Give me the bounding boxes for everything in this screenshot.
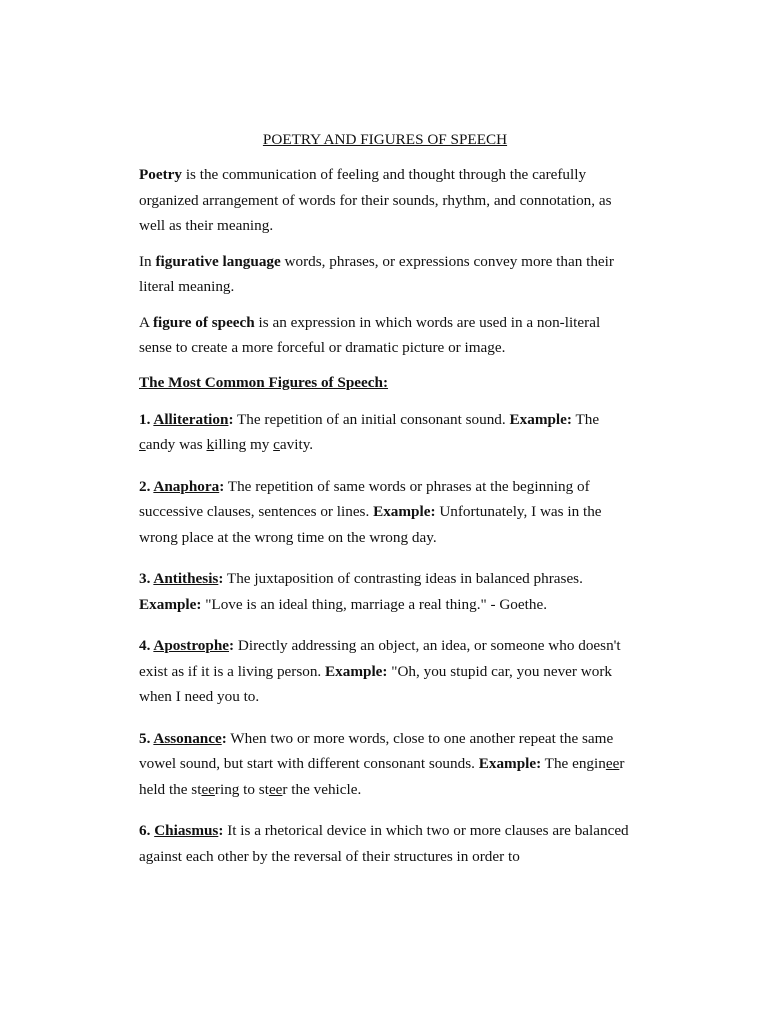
example-underlined: c — [273, 436, 280, 453]
example-text: avity. — [279, 436, 314, 453]
example-label: Example: — [478, 755, 542, 772]
document-page — [139, 130, 631, 885]
fos-prefix: A — [139, 313, 153, 331]
entry-definition: The repetition of same words or phrases at the beginning of successive clauses, sentences or lines. — [139, 477, 590, 520]
entry-term: Chiasmus — [154, 822, 219, 839]
example-text: illing my — [214, 436, 274, 453]
example-text: The engin — [541, 755, 606, 772]
entry-colon: : — [219, 477, 225, 495]
entry-number: 1. — [139, 410, 154, 428]
entry-alliteration — [139, 407, 631, 458]
entry-term: Apostrophe — [153, 637, 230, 654]
entry-term: Assonance — [153, 729, 222, 747]
example-underlined: k — [206, 436, 215, 453]
entry-definition: The juxtaposition of contrasting ideas in balanced phrases. — [223, 570, 583, 587]
example-underlined: c — [139, 436, 146, 453]
example-text: r the vehicle. — [282, 780, 362, 798]
entry-colon: : — [229, 637, 235, 654]
entry-term: Alliteration — [153, 410, 229, 428]
example-text: r held the st — [139, 755, 625, 798]
example-text: Unfortunately, I was in the wrong place at the wrong time on the wrong day. — [139, 503, 602, 546]
entry-number: 3. — [139, 570, 154, 587]
entry-apostrophe — [139, 633, 631, 710]
document-title: POETRY AND FIGURES OF SPEECH — [262, 131, 508, 148]
entry-definition: It is a rhetorical device in which two or more clauses are balanced against each other by the reversal of their structures in order to — [139, 822, 629, 865]
entry-definition: Directly addressing an object, an idea, or someone who doesn't exist as if it is a living person. — [139, 637, 621, 680]
entry-number: 5. — [139, 729, 154, 747]
example-underlined: ee — [201, 780, 215, 798]
example-text: andy was — [145, 436, 207, 453]
poetry-term: Poetry — [139, 166, 183, 183]
example-text: "Oh, you stupid car, you never work when I need you to. — [139, 662, 612, 705]
figurative-language-definition — [139, 249, 631, 300]
example-label: Example: — [509, 410, 572, 428]
example-label: Example: — [139, 595, 202, 613]
example-label: Example: — [325, 662, 388, 680]
figure-of-speech-term: figure of speech — [152, 313, 255, 331]
example-text: "Love is an ideal thing, marriage a real thing." - Goethe. — [201, 595, 547, 613]
fos-text: is an expression in which words are used in a non-literal sense to create a more forceful or dramatic picture or image. — [139, 313, 601, 356]
entry-colon: : — [218, 822, 224, 839]
poetry-definition — [139, 162, 631, 239]
entry-number: 4. — [139, 637, 154, 654]
section-subheading: The Most Common Figures of Speech: — [139, 373, 389, 391]
poetry-text: is the communication of feeling and thought through the carefully organized arrangement of words for their sounds, rhythm, and connotation, as well as their meaning. — [139, 166, 612, 234]
example-label: Example: — [373, 503, 436, 520]
figurative-language-term: figurative language — [155, 252, 281, 270]
entry-definition: The repetition of an initial consonant sound. — [233, 410, 510, 428]
entry-definition: When two or more words, close to one another repeat the same vowel sound, but start with different consonant sounds. — [139, 729, 614, 772]
entry-colon: : — [218, 570, 224, 587]
entry-colon: : — [228, 410, 234, 428]
entry-number: 6. — [139, 822, 155, 839]
example-underlined: ee — [605, 755, 620, 772]
example-underlined: ee — [268, 780, 283, 798]
fig-lang-prefix: In — [139, 252, 156, 270]
entry-term: Antithesis — [153, 570, 219, 587]
entry-chiasmus — [139, 818, 631, 869]
entry-antithesis — [139, 566, 631, 617]
example-text: The — [571, 410, 600, 428]
entry-assonance — [139, 726, 631, 803]
figure-of-speech-definition — [139, 310, 631, 361]
entry-colon: : — [221, 729, 227, 747]
entry-number: 2. — [139, 477, 154, 495]
fig-lang-text: words, phrases, or expressions convey more than their literal meaning. — [139, 252, 614, 295]
example-text: ring to st — [214, 780, 269, 798]
entry-term: Anaphora — [153, 477, 220, 495]
entry-anaphora — [139, 474, 631, 551]
